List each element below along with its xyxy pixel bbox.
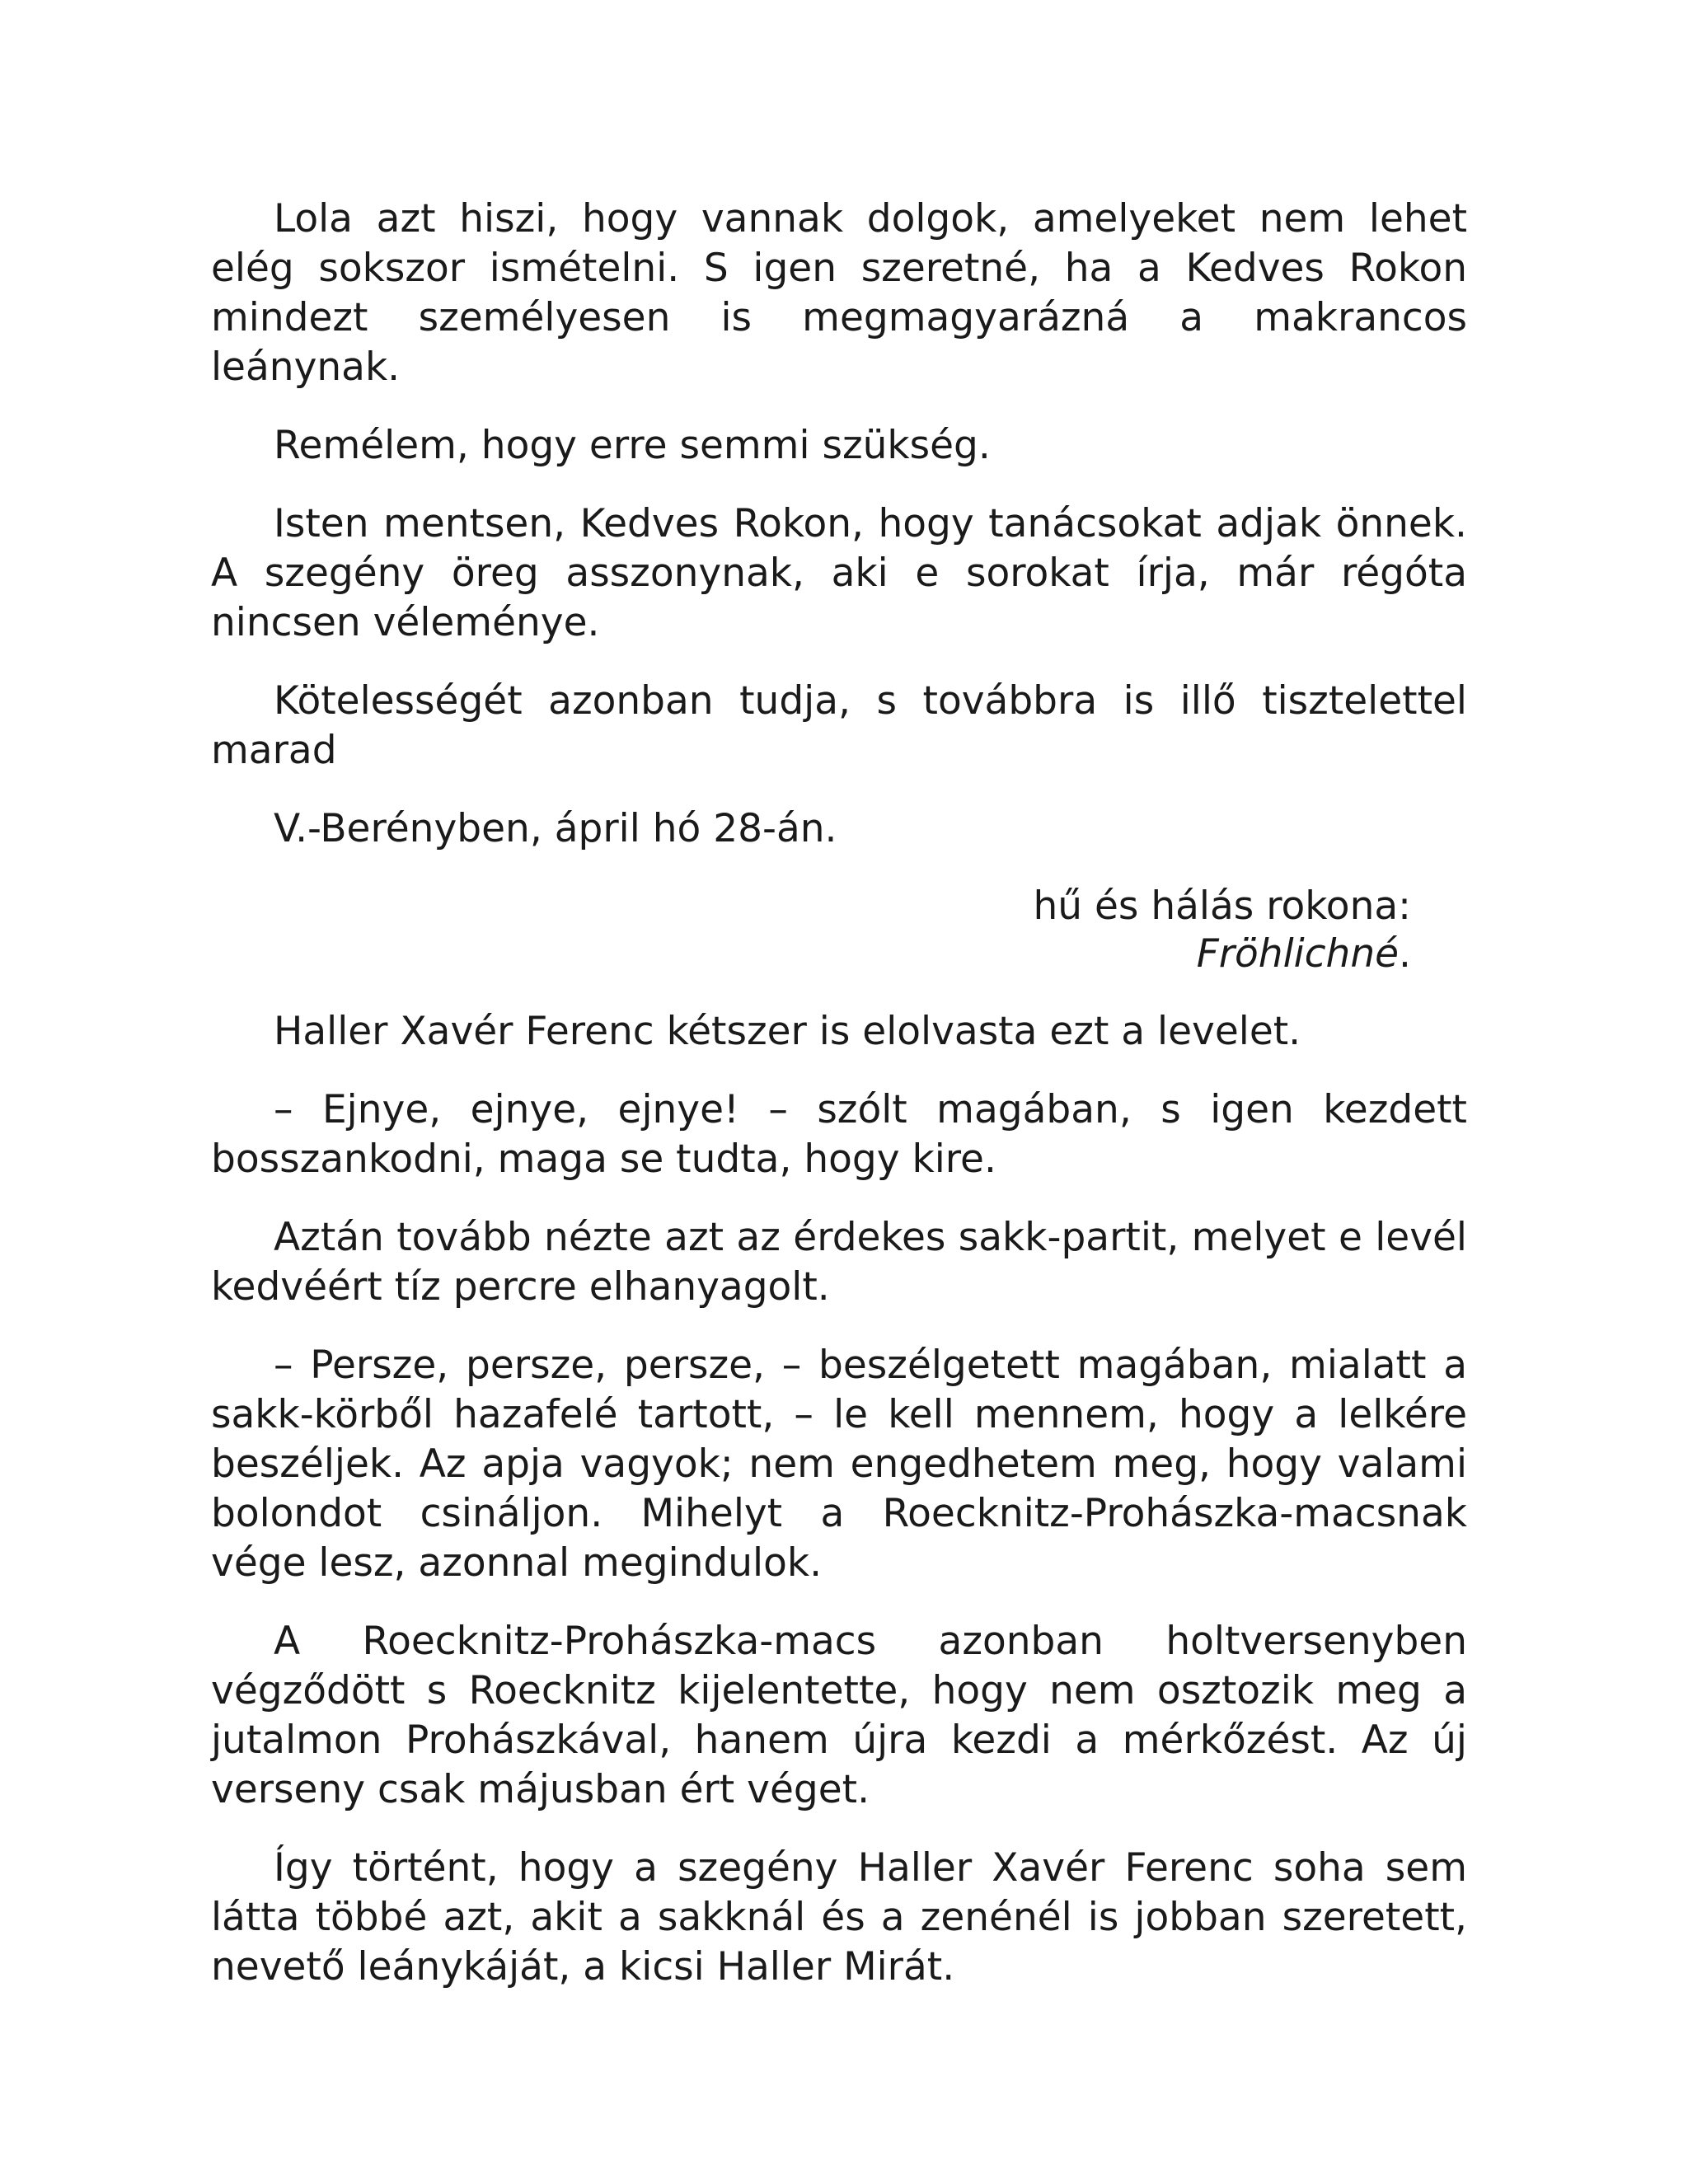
- paragraph-2: Remélem, hogy erre semmi szükség.: [274, 423, 991, 468]
- paragraph-8: Aztán tovább nézte azt az érdekes sakk-partit, melyet e levél kedvéért tíz percre elhanyagolt.: [211, 1215, 1467, 1310]
- paragraph-7: – Ejnye, ejnye, ejnye! – szólt magában, s igen kezdett bosszankodni, maga se tudta, hogy kire.: [211, 1087, 1467, 1182]
- letter-signature: [211, 883, 1411, 978]
- paragraph-date: V.-Berényben, ápril hó 28-án.: [274, 806, 837, 851]
- signature-period: .: [1399, 931, 1411, 977]
- signature-name-line: [211, 930, 1411, 978]
- paragraph-4: Kötelességét azonban tudja, s továbbra is illő tisztelettel marad: [211, 678, 1467, 773]
- signature-closing: hű és hálás rokona:: [1033, 883, 1411, 929]
- paragraph-3: Isten mentsen, Kedves Rokon, hogy tanácsokat adjak önnek. A szegény öreg asszonynak, aki e sorokat írja, már régóta nincsen véleménye.: [211, 501, 1467, 645]
- paragraph-9: – Persze, persze, persze, – beszélgetett magában, mialatt a sakk-körből hazafelé tartott, – le kell mennem, hogy a lelkére beszéljek. Az apja vagyok; nem engedhetem meg, hogy valami bolondot csináljon. Mihelyt a Roecknitz-Prohászka-macsnak vége lesz, azonnal megindulok.: [211, 1343, 1467, 1586]
- paragraph-11: Így történt, hogy a szegény Haller Xavér Ferenc soha sem látta többé azt, akit a sakknál és a zenénél is jobban szeretett, nevető leánykáját, a kicsi Haller Mirát.: [211, 1845, 1467, 1990]
- paragraph-10: A Roecknitz-Prohászka-macs azonban holtversenyben végződött s Roecknitz kijelentette, hogy nem osztozik meg a jutalmon Prohászkával, hanem újra kezdi a mérkőzést. Az új verseny csak májusban ért véget.: [211, 1619, 1467, 1812]
- paragraph-6: Haller Xavér Ferenc kétszer is elolvasta ezt a levelet.: [274, 1009, 1301, 1054]
- document-page: [211, 194, 1467, 2021]
- signature-name: Fröhlichné: [1196, 931, 1400, 977]
- paragraph-1: Lola azt hiszi, hogy vannak dolgok, amelyeket nem lehet elég sokszor ismételni. S igen szeretné, ha a Kedves Rokon mindezt személyesen is megmagyarázná a makrancos leánynak.: [211, 196, 1467, 390]
